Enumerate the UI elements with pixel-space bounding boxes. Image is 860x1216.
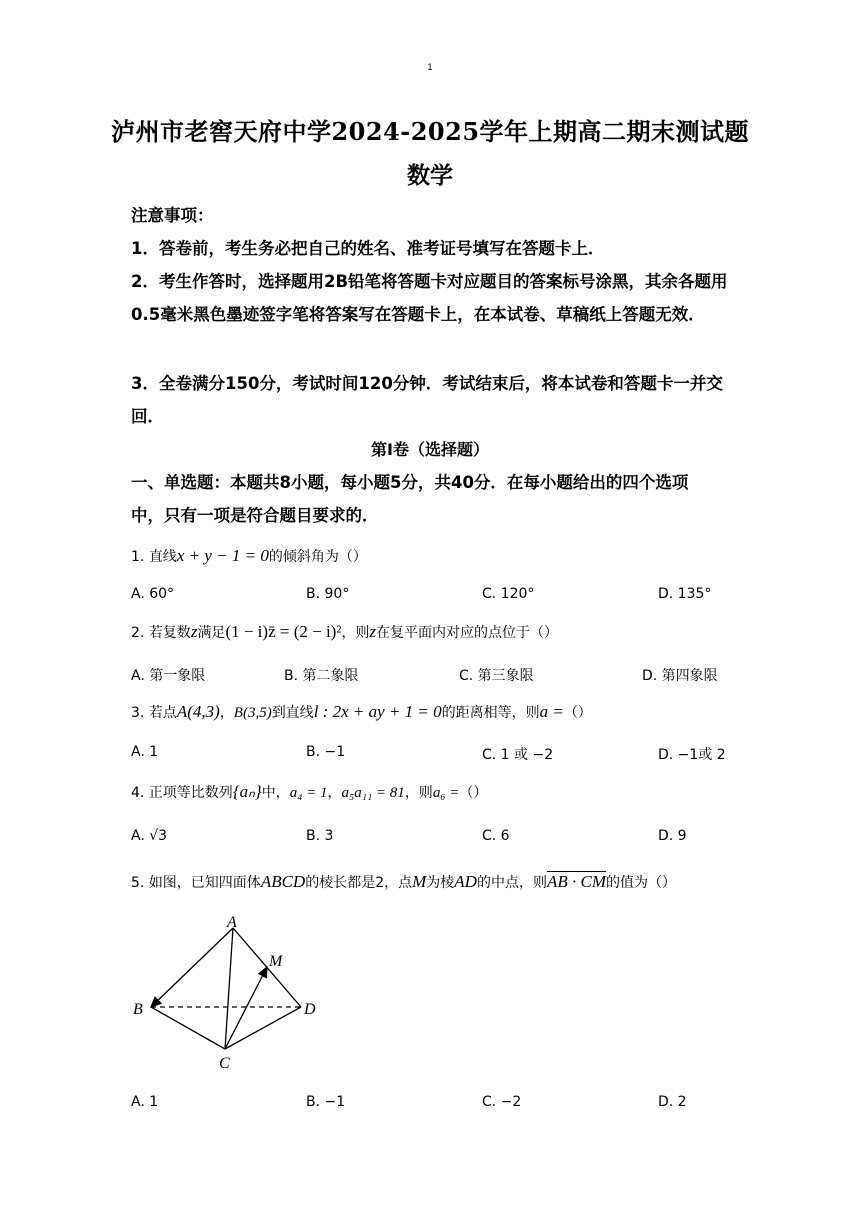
question-4 (131, 782, 487, 802)
sequence: {aₙ} (232, 782, 262, 801)
question-text: 如图，已知四面体 (148, 875, 261, 891)
exam-subject: 数学 (407, 162, 453, 189)
variable: z (190, 622, 198, 641)
question-text: 在复平面内对应的点位于（） (376, 625, 559, 641)
question-text: 直线 (148, 549, 177, 565)
edge-ac (225, 928, 233, 1049)
label-a: A (227, 914, 237, 931)
edge-ab (151, 928, 233, 1007)
option-d: D. −1或 2 (658, 747, 726, 763)
question-text: 的中点，则 (476, 875, 547, 891)
question-text: 的值为（） (606, 875, 676, 891)
option-a: A. 1 (131, 1094, 159, 1110)
question-text: 的倾斜角为（） (268, 549, 367, 565)
option-b: B. −1 (306, 744, 346, 760)
option-b: B. 90° (306, 586, 350, 602)
question-text: 若复数 (148, 625, 191, 641)
point-a: A(4,3) (176, 702, 220, 721)
edge-bc (151, 1007, 225, 1049)
question-number: 3. (131, 705, 145, 721)
question-text: 到直线 (271, 705, 314, 721)
vector-product: AB · CM (546, 872, 606, 891)
question-number: 4. (131, 785, 145, 801)
question-text: ，则 (341, 625, 370, 641)
notice-item-3: 3．全卷满分150分，考试时间120分钟．考试结束后，将本试卷和答题卡一并交回． (131, 374, 723, 426)
label-d: D (304, 1001, 316, 1018)
option-c: C. 120° (482, 586, 535, 602)
label-c: C (219, 1055, 230, 1072)
option-c: C. 6 (482, 828, 510, 844)
exam-title: 泸州市老窖天府中学2024-2025学年上期高二期末测试题 (110, 117, 750, 146)
math-expression: (1 − i)z̄ = (2 − i)² (225, 622, 342, 641)
label-m: M (269, 953, 283, 970)
option-d: D. 9 (658, 828, 687, 844)
question-text: 为棱 (426, 875, 455, 891)
option-c: C. 1 或 −2 (482, 747, 554, 763)
notice-heading: 注意事项： (131, 206, 214, 225)
question-number: 1. (131, 549, 145, 565)
question-number: 5. (131, 875, 145, 891)
question-text: （） (459, 785, 488, 801)
question-1 (131, 546, 367, 566)
option-a: A. 1 (131, 744, 159, 760)
line-equation: l : 2x + ay + 1 = 0 (313, 702, 442, 721)
question-text: 若点 (148, 705, 177, 721)
variable: a = (539, 702, 564, 721)
separator: ， (219, 705, 234, 721)
section-heading-line1: 一、单选题：本题共8小题，每小题5分，共40分．在每小题给出的四个选项 (131, 473, 689, 492)
question-3 (131, 702, 592, 722)
question-2 (131, 622, 558, 642)
condition-1: a₄ = 1 (289, 785, 328, 801)
question-text: 满足 (197, 625, 226, 641)
solid-name: ABCD (260, 872, 306, 891)
question-text: 中， (261, 785, 290, 801)
option-b: B. −1 (306, 1094, 346, 1110)
section-heading-line2: 中，只有一项是符合题目要求的． (131, 506, 379, 525)
question-text: 的棱长都是2，点 (305, 875, 413, 891)
option-d: D. 135° (658, 586, 712, 602)
option-b: B. 3 (306, 828, 334, 844)
point-m: M (412, 872, 427, 891)
variable: z (369, 622, 377, 641)
option-a: A. 60° (131, 586, 175, 602)
option-b: B. 第二象限 (284, 668, 359, 684)
point-b: B(3,5) (233, 705, 272, 721)
question-5 (131, 872, 676, 892)
option-c: C. −2 (482, 1094, 522, 1110)
question-text: 正项等比数列 (148, 785, 233, 801)
tetrahedron-figure (125, 910, 325, 1080)
math-expression: x + y − 1 = 0 (176, 546, 269, 565)
option-c: C. 第三象限 (459, 668, 534, 684)
label-b: B (133, 1001, 143, 1018)
question-text: （） (563, 705, 592, 721)
option-d: D. 第四象限 (642, 668, 718, 684)
page-number: 1 (427, 62, 433, 72)
option-a: A. √3 (131, 828, 168, 844)
separator: ， (327, 785, 342, 801)
option-d: D. 2 (658, 1094, 687, 1110)
target-term: a₆ = (432, 785, 460, 801)
notice-item-2: 2．考生作答时，选择题用2B铅笔将答题卡对应题目的答案标号涂黑，其余各题用0.5毫米黑色墨迹签字笔将答案写在答题卡上，在本试卷、草稿纸上答题无效． (131, 272, 728, 324)
option-a: A. 第一象限 (131, 668, 206, 684)
edge-name: AD (454, 872, 477, 891)
question-text: ，则 (404, 785, 433, 801)
question-number: 2. (131, 625, 145, 641)
part-title: 第Ⅰ卷（选择题） (371, 440, 489, 459)
notice-item-1: 1．答卷前，考生务必把自己的姓名、准考证号填写在答题卡上． (131, 239, 605, 258)
question-text: 的距离相等，则 (441, 705, 540, 721)
condition-2: a₅a₁₁ = 81 (341, 785, 405, 801)
